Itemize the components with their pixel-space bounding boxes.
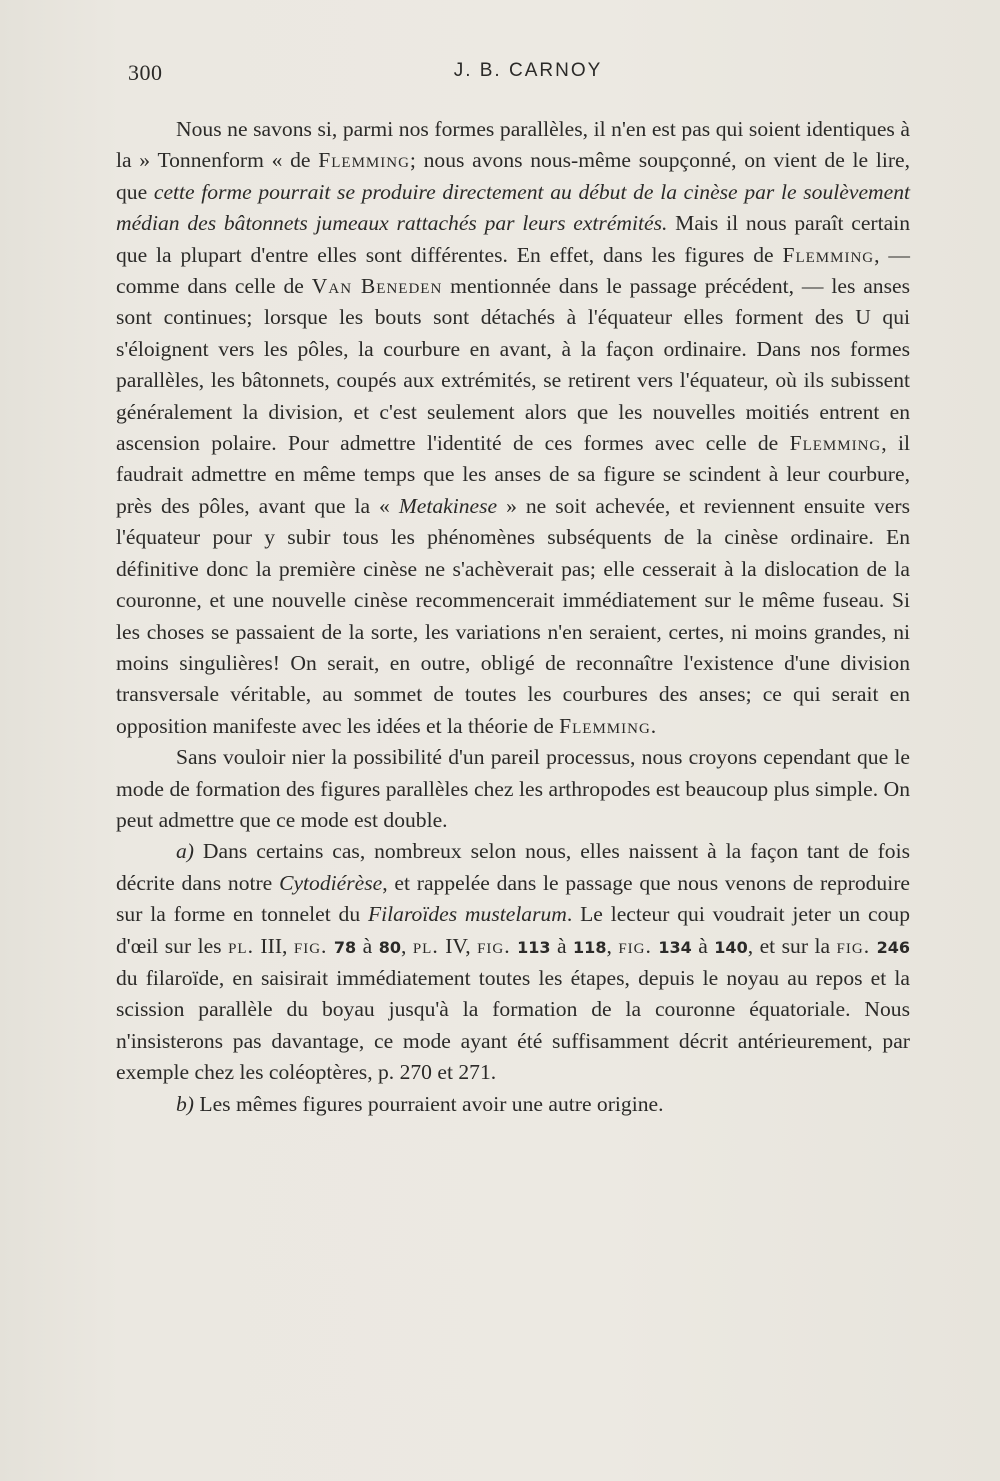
text-span: , et sur la bbox=[747, 933, 837, 958]
text-span: , bbox=[606, 933, 619, 958]
text-span: ; nous avons nous-même soupçonné, on vient de le lire, que bbox=[116, 148, 911, 204]
figure-ref: fig. bbox=[477, 933, 511, 958]
page-header bbox=[128, 60, 908, 90]
plate-ref: pl. bbox=[228, 933, 254, 958]
text-span: , bbox=[400, 933, 413, 958]
list-label: a) bbox=[176, 839, 194, 864]
text-span: III, bbox=[253, 933, 294, 958]
figure-number: 140 bbox=[714, 937, 748, 957]
text-span: Mais il nous paraît certain que la plupart d'entre elles sont différentes. En effet, dans les figures de bbox=[116, 211, 910, 267]
text-span: , — comme dans celle de bbox=[116, 242, 911, 299]
text-span: du filaroïde, en saisirait immédiatement toutes les étapes, depuis le noyau au repos et la scission parallèle du boyau jusqu'à la formation de la couronne équatoriale. Nous n'insisterons pas davantage, ce mode ayant été suffisamment décrit antérieurement, par exemple chez les coléoptères, p. 270 et 271. bbox=[116, 965, 910, 1085]
list-label: b) bbox=[176, 1091, 194, 1116]
text-span: . bbox=[650, 713, 657, 738]
text-span: Nous ne savons si, parmi nos formes parallèles, il n'en est pas qui soient identiques à la » Tonnenform « de bbox=[116, 117, 910, 173]
author-name: Flemming bbox=[789, 431, 882, 456]
text-span: , et rappelée dans le passage que nous venons de reproduire sur la forme en tonnelet du bbox=[116, 870, 910, 927]
text-span: . Le lecteur qui voudrait jeter un coup d'œil sur les bbox=[116, 902, 910, 958]
text-span: à bbox=[356, 933, 379, 958]
author-name: Flemming bbox=[782, 242, 875, 267]
italic-text: Metakinese bbox=[398, 493, 498, 518]
figure-ref: fig. bbox=[293, 933, 328, 958]
text-span: » ne soit achevée, et reviennent ensuite vers l'équateur pour y subir tous les phénomènes subséquents de la cinèse ordinaire. En définitive donc la première cinèse ne s'achèverait pas; elle cesserait à la dislocation de la couronne, et une nouvelle cinèse recommencerait immédiatement sur le même fuseau. Si les choses se passaient de la sorte, les variations n'en seraient, certes, ni moins grandes, ni moins singulières! On serait, en outre, obligé de reconnaître l'existence d'une division transversale véritable, au sommet de toutes les courbures des anses; ce qui serait en opposition manifeste avec les idées et la théorie de bbox=[116, 493, 910, 738]
text-span: IV, bbox=[438, 933, 478, 958]
paragraph-4 bbox=[116, 1089, 910, 1120]
paragraph-2: Sans vouloir nier la possibilité d'un pareil processus, nous croyons cependant que le mode de formation des figures parallèles chez les arthropodes est beaucoup plus simple. On peut admettre que ce mode est double. bbox=[116, 745, 910, 832]
plate-ref: pl. bbox=[412, 933, 439, 958]
figure-number: 118 bbox=[573, 937, 607, 957]
body-text bbox=[116, 114, 910, 1120]
figure-number: 113 bbox=[517, 937, 551, 957]
text-span: , il faudrait admettre en même temps que les anses de sa figure se scindent à leur courbure, près des pôles, avant que la « bbox=[116, 431, 911, 518]
text-span: Dans certains cas, nombreux selon nous, elles naissent à la façon tant de fois décrite dans notre bbox=[116, 839, 910, 895]
page-number: 300 bbox=[128, 60, 163, 85]
text-span: Les mêmes figures pourraient avoir une autre origine. bbox=[194, 1091, 664, 1116]
italic-text: cette forme pourrait se produire directement au début de la cinèse par le soulèvement médian des bâtonnets jumeaux rattachés par leurs extrémités. bbox=[116, 179, 910, 236]
author-name: Van Beneden bbox=[311, 274, 443, 299]
figure-number: 80 bbox=[378, 937, 401, 957]
italic-text: Cytodiérèse bbox=[279, 870, 383, 895]
figure-number: 134 bbox=[658, 937, 692, 957]
text-span: à bbox=[691, 933, 715, 958]
paragraph-3 bbox=[116, 836, 910, 1088]
figure-number: 246 bbox=[876, 937, 910, 957]
italic-text: Filaroïdes mustelarum bbox=[367, 902, 567, 927]
author-name: Flemming bbox=[559, 713, 651, 738]
text-span: mentionnée dans le passage précédent, — les anses sont continues; lorsque les bouts sont détachés à l'équateur elles forment des U qui s'éloignent vers les pôles, la courbure en avant, à la façon ordinaire. Dans nos formes parallèles, les bâtonnets, coupés aux extrémités, se retirent vers l'équateur, où ils subissent généralement la division, et c'est seulement alors que les nouvelles moitiés entrent en ascension polaire. Pour admettre l'identité de ces formes avec celle de bbox=[116, 274, 910, 456]
paragraph-1 bbox=[116, 114, 910, 742]
author-name: Flemming bbox=[318, 148, 410, 173]
figure-ref: fig. bbox=[618, 933, 652, 958]
running-head: J. B. CARNOY bbox=[453, 60, 603, 81]
figure-ref: fig. bbox=[836, 933, 871, 958]
figure-number: 78 bbox=[333, 937, 357, 957]
text-span: à bbox=[550, 933, 574, 958]
